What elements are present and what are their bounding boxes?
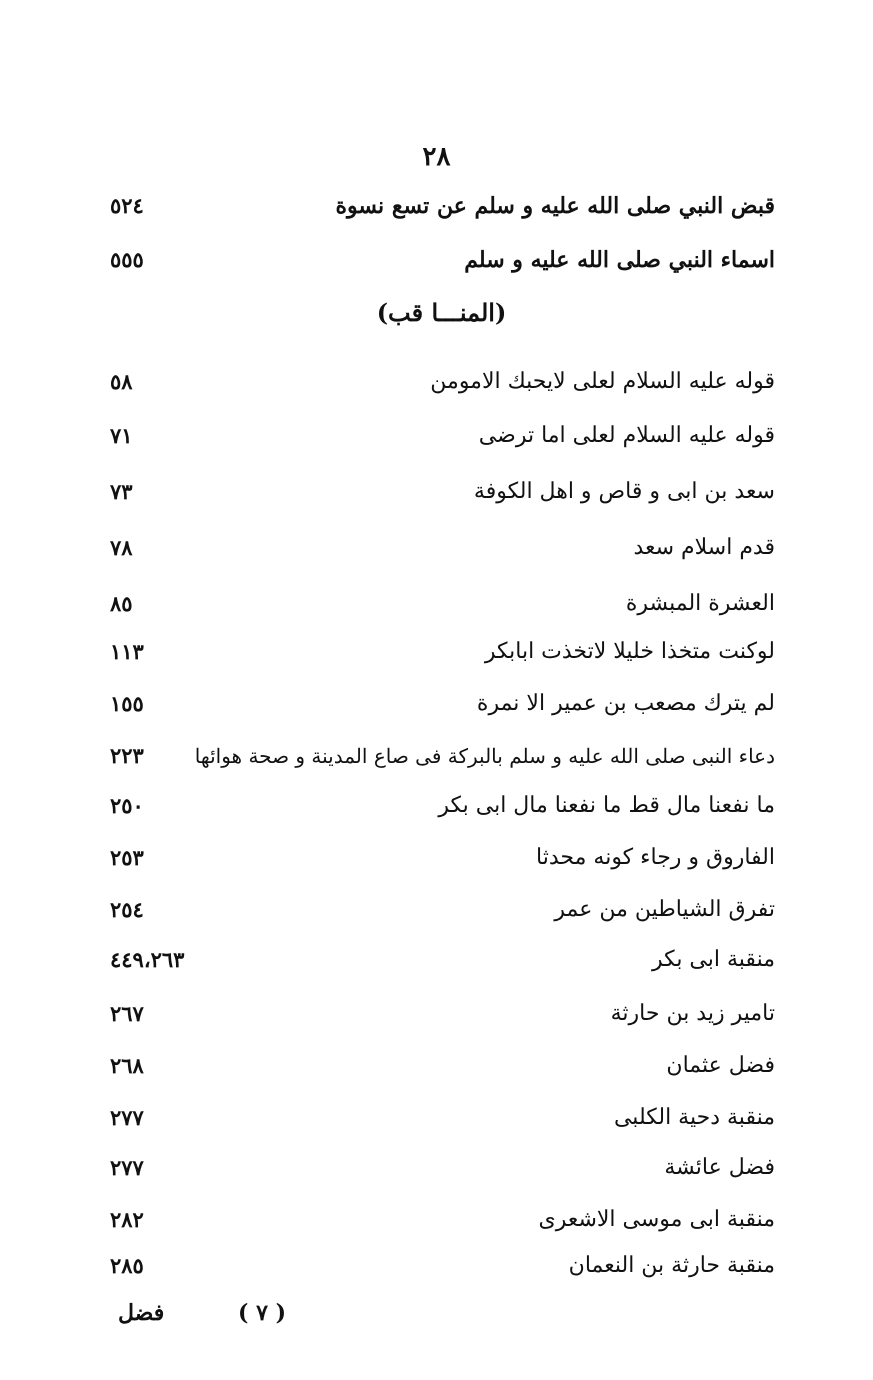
entry-page: ٢٢٣ <box>110 743 144 768</box>
index-entry <box>110 528 775 568</box>
entry-title: منقبة ابى بكر <box>652 947 775 972</box>
index-entry <box>110 240 775 280</box>
index-entry <box>110 186 775 226</box>
entry-page: ١٥٥ <box>110 691 144 716</box>
entry-page: ٢٨٢ <box>110 1207 144 1232</box>
index-entry <box>110 994 775 1034</box>
entry-title: فضل عثمان <box>666 1053 775 1078</box>
entry-page: ٢٥٠ <box>110 793 144 818</box>
index-entry <box>110 890 775 930</box>
entry-title: تفرق الشياطين من عمر <box>554 897 775 922</box>
index-entry <box>110 838 775 878</box>
entry-page: ٢٥٤ <box>110 897 144 922</box>
entry-title: الفاروق و رجاء كونه محدثا <box>536 845 775 870</box>
entry-title: دعاء النبى صلى الله عليه و سلم بالبركة فى صاع المدينة و صحة هوائها <box>194 744 775 768</box>
entry-title: اسماء النبي صلى الله عليه و سلم <box>464 247 775 273</box>
entry-page: ٢٦٨ <box>110 1053 144 1078</box>
entry-title: فضل عائشة <box>664 1155 775 1180</box>
entry-title: لم يترك مصعب بن عمير الا نمرة <box>476 691 775 716</box>
catchword: فضل <box>118 1300 165 1326</box>
entry-page: ٧٨ <box>110 535 133 560</box>
index-entry <box>110 1098 775 1138</box>
entry-title: قدم اسلام سعد <box>633 535 775 560</box>
section-heading: (المنـــا قب) <box>376 298 507 327</box>
entry-page: ١١٣ <box>110 639 144 664</box>
entry-title: قوله عليه السلام لعلى لايحبك الامومن <box>430 369 775 394</box>
entry-page: ٥٥٥ <box>110 247 144 272</box>
entry-page: ٢٦٧ <box>110 1001 144 1026</box>
entry-title: ما نفعنا مال قط ما نفعنا مال ابى بكر <box>438 793 775 818</box>
index-entry <box>110 632 775 672</box>
entry-page: ٢٧٧ <box>110 1155 144 1180</box>
index-entry <box>110 940 775 980</box>
index-entry <box>110 472 775 512</box>
index-entry <box>110 1200 775 1240</box>
entry-title: قبض النبي صلى الله عليه و سلم عن تسع نسوة <box>335 193 775 219</box>
index-entry <box>110 416 775 456</box>
index-entry <box>110 362 775 402</box>
entry-page: ٢٨٥ <box>110 1253 144 1278</box>
entry-title: منقبة حارثة بن النعمان <box>568 1253 775 1278</box>
index-entry <box>110 1046 775 1086</box>
entry-page: ٧١ <box>110 423 133 448</box>
entry-title: العشرة المبشرة <box>625 591 775 616</box>
entry-page: ٥٨ <box>110 369 133 394</box>
entry-title: تامير زيد بن حارثة <box>610 1001 775 1026</box>
entry-page: ٢٥٣ <box>110 845 144 870</box>
entry-page: ٨٥ <box>110 591 133 616</box>
entry-page: ٢٧٧ <box>110 1105 144 1130</box>
index-entry <box>110 584 775 624</box>
index-entry <box>110 736 775 776</box>
entry-title: سعد بن ابى و قاص و اهل الكوفة <box>473 479 775 504</box>
index-entry <box>110 684 775 724</box>
entry-title: منقبة ابى موسى الاشعرى <box>538 1207 775 1232</box>
index-entry <box>110 1148 775 1188</box>
index-entry <box>110 1246 775 1286</box>
page-number: ٢٨ <box>422 142 451 172</box>
index-entry <box>110 786 775 826</box>
entry-page: ٥٢٤ <box>110 193 144 218</box>
entry-page: ٧٣ <box>110 479 133 504</box>
entry-title: قوله عليه السلام لعلى اما ترضى <box>478 423 775 448</box>
entry-title: لوكنت متخذا خليلا لاتخذت ابابكر <box>484 639 775 664</box>
signature-mark: ( ٧ ) <box>238 1300 286 1326</box>
entry-page: ٤٤٩،٢٦٣ <box>110 947 185 972</box>
entry-title: منقبة دحية الكلبى <box>613 1105 775 1130</box>
